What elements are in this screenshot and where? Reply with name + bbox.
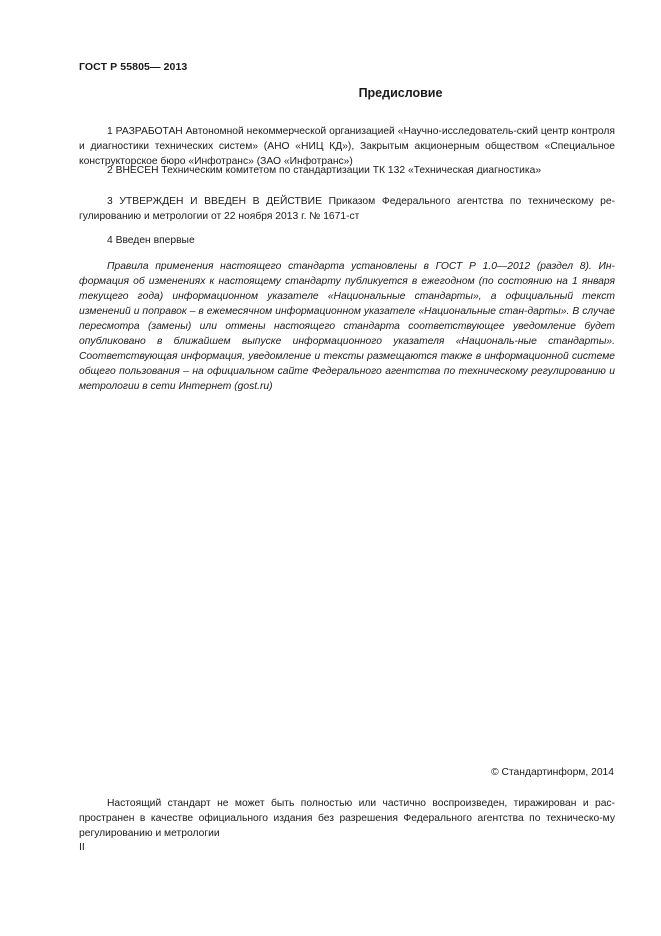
- reproduction-notice: Настоящий стандарт не может быть полностью или частично воспроизведен, тиражирован и рас-пространен в качестве официального издания без разрешения Федерального агентства по техническо-му регулированию и метрологии: [79, 798, 615, 839]
- page-title: Предисловие: [358, 86, 443, 100]
- paragraph-application-rules: Правила применения настоящего стандарта установлены в ГОСТ Р 1.0—2012 (раздел 8). Ин-формация об изменениях к настоящему стандарту публикуется в ежегодном (по состоянию на 1 января текущего года) информационном указателе «Национальные стандарты», а официальный текст изменений и поправок – в ежемесячном информационном указателе «Национальные стан-дарты». В случае пересмотра (замены) или отмены настоящего стандарта соответствующее уведомление будет опубликовано в ближайшем выпуске информационного указателя «Националь-ные стандарты». Соответствующая информация, уведомление и тексты размещаются также в информационной системе общего пользования – на официальном сайте Федерального агентства по техническому регулированию и метрологии в сети Интернет (gost.ru): [79, 261, 615, 392]
- document-id: ГОСТ Р 55805— 2013: [79, 61, 188, 73]
- paragraph-introduced-by: 2 ВНЕСЕН Техническим комитетом по стандартизации ТК 132 «Техническая диагностика»: [107, 165, 542, 176]
- paragraph-first-introduced: 4 Введен впервые: [107, 235, 195, 246]
- copyright-notice: © Стандартинформ, 2014: [491, 767, 614, 778]
- paragraph-developed-by: 1 РАЗРАБОТАН Автономной некоммерческой организацией «Научно-исследователь-ский центр контроля и диагностики технических систем» (АНО «НИЦ КД»), Закрытым акционерным обществом «Специальное конструкторское бюро «Инфотранс» (ЗАО «Инфотранс»): [79, 126, 615, 167]
- paragraph-approved: 3 УТВЕРЖДЕН И ВВЕДЕН В ДЕЙСТВИЕ Приказом Федерального агентства по техническому ре-гулированию и метрологии от 22 ноября 2013 г. № 1671-ст: [79, 196, 615, 222]
- page-number: II: [79, 841, 85, 853]
